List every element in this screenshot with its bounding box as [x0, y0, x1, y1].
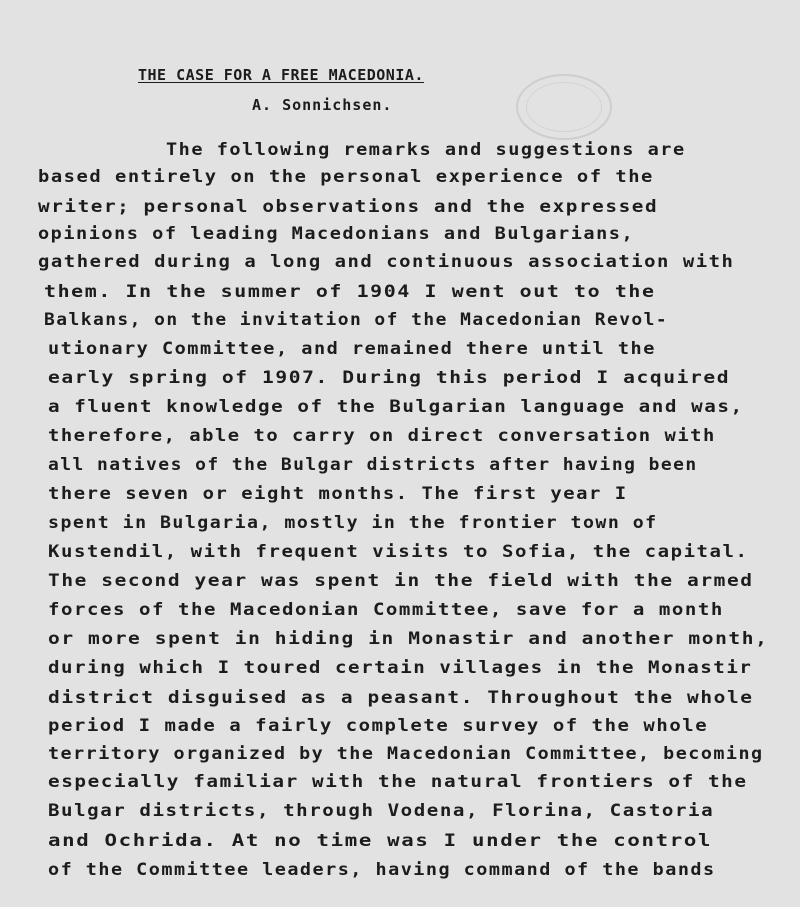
text-line: territory organized by the Macedonian Committee, becoming [48, 744, 764, 764]
text-line: especially familiar with the natural frontiers of the [48, 772, 748, 792]
text-line: there seven or eight months. The first year I [48, 484, 628, 504]
text-line: during which I toured certain villages in the Monastir [48, 658, 753, 678]
text-line: gathered during a long and continuous association with [38, 252, 735, 272]
text-line: period I made a fairly complete survey of the whole [48, 716, 709, 736]
text-line: based entirely on the personal experience of the [38, 167, 654, 187]
text-line: spent in Bulgaria, mostly in the frontier town of [48, 513, 658, 533]
text-line: district disguised as a peasant. Throughout the whole [48, 688, 754, 708]
text-line: utionary Committee, and remained there until the [48, 339, 656, 359]
text-line: Balkans, on the invitation of the Macedonian Revol- [44, 310, 669, 330]
document-title: THE CASE FOR A FREE MACEDONIA. [138, 66, 424, 84]
text-line: therefore, able to carry on direct conversation with [48, 426, 716, 446]
text-line: writer; personal observations and the expressed [38, 197, 659, 217]
text-line: opinions of leading Macedonians and Bulgarians, [38, 224, 635, 244]
author-name: A. Sonnichsen. [252, 96, 393, 114]
text-line: or more spent in hiding in Monastir and another month, [48, 629, 769, 649]
text-line: a fluent knowledge of the Bulgarian language and was, [48, 397, 744, 417]
text-line: of the Committee leaders, having command of the bands [48, 860, 716, 880]
text-line: forces of the Macedonian Committee, save for a month [48, 600, 724, 620]
text-line: all natives of the Bulgar districts after having been [48, 455, 698, 475]
archive-stamp [516, 74, 612, 140]
text-line: Bulgar districts, through Vodena, Florina, Castoria [48, 801, 715, 821]
text-line: Kustendil, with frequent visits to Sofia, the capital. [48, 542, 749, 562]
text-line: them. In the summer of 1904 I went out to the [44, 282, 656, 302]
text-line: early spring of 1907. During this period I acquired [48, 368, 731, 388]
text-line: The second year was spent in the field with the armed [48, 571, 754, 591]
text-line: The following remarks and suggestions are [166, 140, 686, 160]
text-line: and Ochrida. At no time was I under the control [48, 831, 713, 851]
